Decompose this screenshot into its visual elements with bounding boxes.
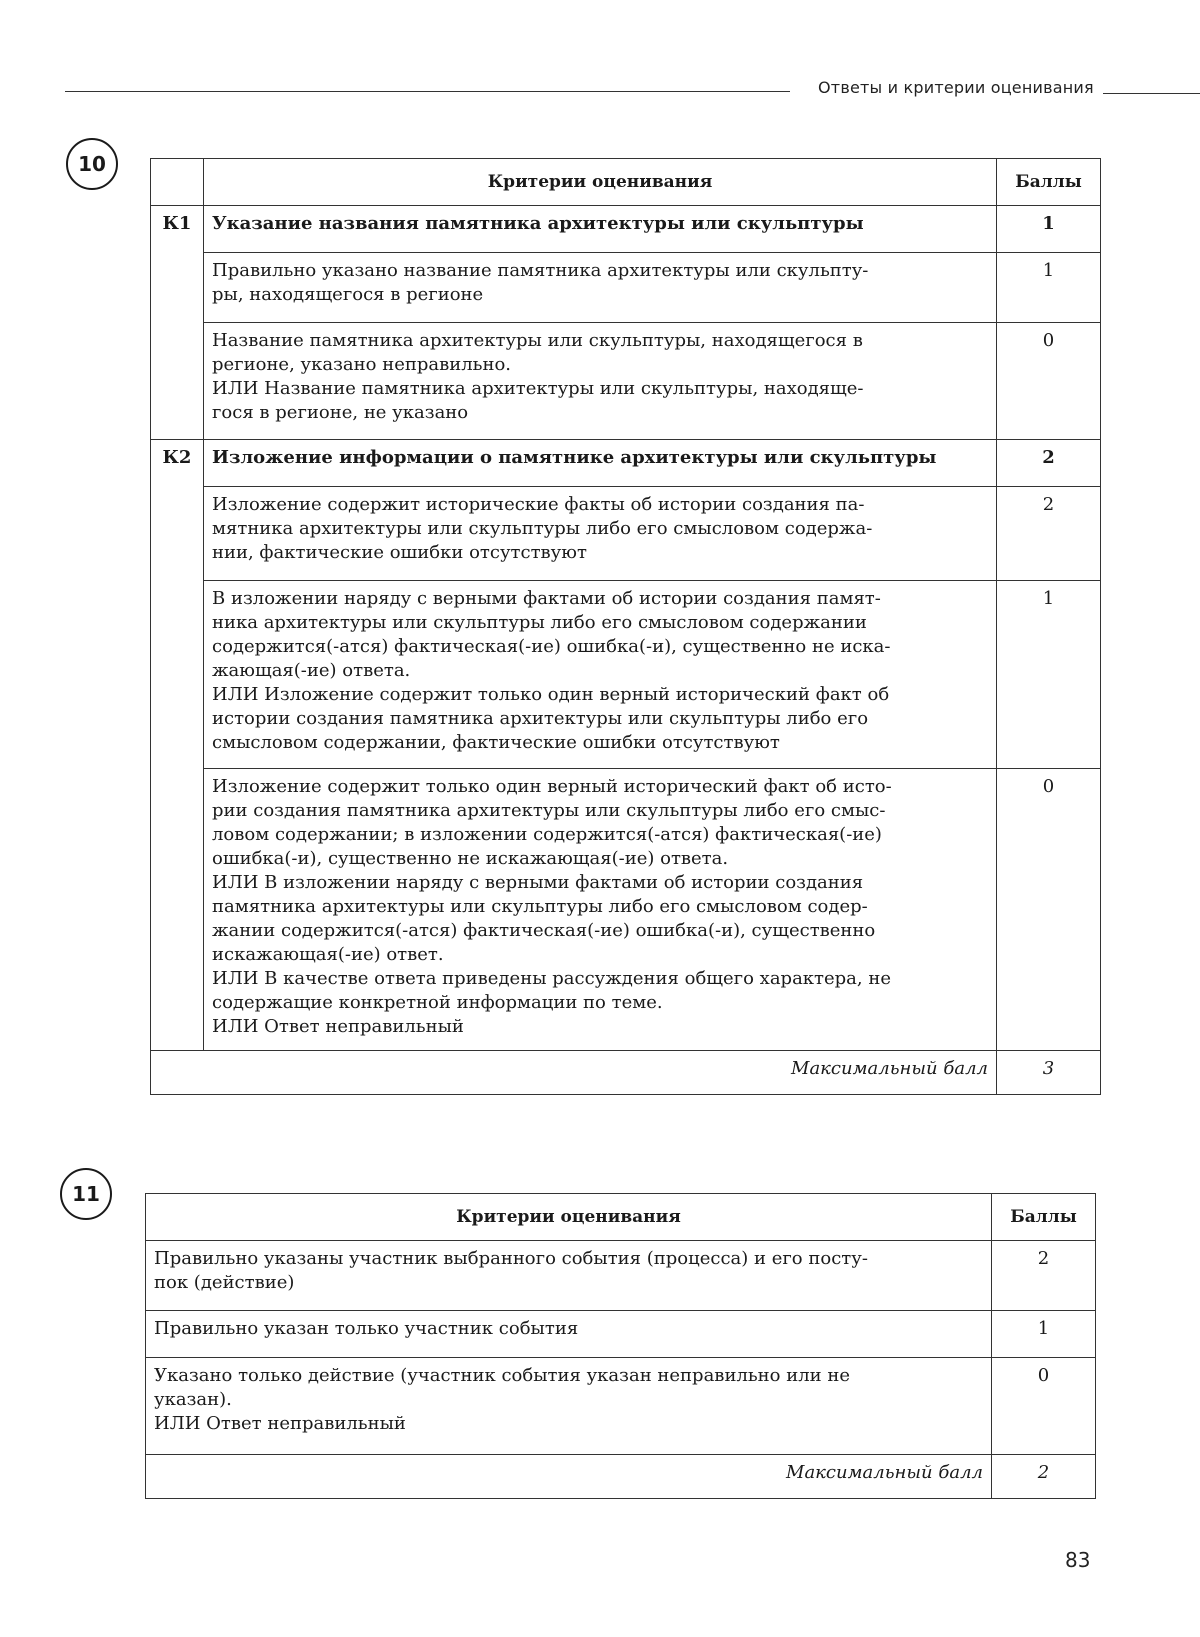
q11-row-3-text: Указано только действие (участник события указан неправильно или не указан). ИЛИ Ответ неправильный [146,1358,992,1455]
max-score-label: Максимальный балл [146,1455,992,1499]
max-score-value: 3 [997,1051,1101,1095]
max-score-row [146,1455,1096,1499]
k2-row-3-points: 0 [997,769,1101,1051]
table-row [151,323,1101,440]
k2-row-1-text: Изложение содержит исторические факты об истории создания па- мятника архитектуры или скульптуры либо его смысловом содержа- нии, фактические ошибки отсутствуют [204,487,997,581]
header-points: Баллы [997,159,1101,206]
table-header-row [146,1194,1096,1241]
k1-row-2-text: Название памятника архитектуры или скульптуры, находящегося в регионе, указано неправильно. ИЛИ Название памятника архитектуры или скульптуры, находяще- гося в регионе, не указано [204,323,997,440]
q10-criteria-table [150,158,1101,1095]
k1-code: К1 [151,206,204,440]
q11-row-1-points: 2 [992,1241,1096,1311]
table-header-row [151,159,1101,206]
table-row [151,769,1101,1051]
k2-title: Изложение информации о памятнике архитектуры или скульптуры [204,440,997,487]
max-score-row [151,1051,1101,1095]
question-number-10: 10 [66,138,118,190]
running-title: Ответы и критерии оценивания [818,78,1094,97]
k1-title: Указание названия памятника архитектуры или скульптуры [204,206,997,253]
header-code-cell [151,159,204,206]
header-points: Баллы [992,1194,1096,1241]
header-rule-left [65,91,790,92]
k1-row-1-points: 1 [997,253,1101,323]
table-row [146,1311,1096,1358]
k2-title-row [151,440,1101,487]
q11-row-1-text: Правильно указаны участник выбранного события (процесса) и его посту- пок (действие) [146,1241,992,1311]
table-row [151,581,1101,769]
table-row [146,1358,1096,1455]
k1-points: 1 [997,206,1101,253]
table-row [151,253,1101,323]
k2-row-1-points: 2 [997,487,1101,581]
k1-title-row [151,206,1101,253]
header-criteria: Критерии оценивания [146,1194,992,1241]
q11-criteria-table [145,1193,1096,1499]
k1-row-2-points: 0 [997,323,1101,440]
header-criteria: Критерии оценивания [204,159,997,206]
k2-row-2-text: В изложении наряду с верными фактами об истории создания памят- ника архитектуры или скульптуры либо его смысловом содержании содержится(-атся) фактическая(-ие) ошибка(-и), существенно не иска- жающая(-ие) ответа. ИЛИ Изложение содержит только один верный исторический факт об истории создания памятника архитектуры или скульптуры либо его смысловом содержании, фактические ошибки отсутствуют [204,581,997,769]
k1-row-1-text: Правильно указано название памятника архитектуры или скульпту- ры, находящегося в регионе [204,253,997,323]
q11-row-3-points: 0 [992,1358,1096,1455]
table-row [146,1241,1096,1311]
k2-code: К2 [151,440,204,1051]
max-score-value: 2 [992,1455,1096,1499]
q11-row-2-points: 1 [992,1311,1096,1358]
question-number-11: 11 [60,1168,112,1220]
k2-row-2-points: 1 [997,581,1101,769]
q11-row-2-text: Правильно указан только участник события [146,1311,992,1358]
header-rule-right [1103,93,1200,94]
k2-points: 2 [997,440,1101,487]
max-score-label: Максимальный балл [151,1051,997,1095]
page-number: 83 [1065,1548,1091,1572]
k2-row-3-text: Изложение содержит только один верный исторический факт об исто- рии создания памятника архитектуры или скульптуры либо его смыс- ловом содержании; в изложении содержится(-атся) фактическая(-ие) ошибка(-и), существенно не искажающая(-ие) ответа. ИЛИ В изложении наряду с верными фактами об истории создания памятника архитектуры или скульптуры либо его смысловом содер- жании содержится(-атся) фактическая(-ие) ошибка(-и), существенно искажающая(-ие) ответ. ИЛИ В качестве ответа приведены рассуждения общего характера, не содержащие конкретной информации по теме. ИЛИ Ответ неправильный [204,769,997,1051]
table-row [151,487,1101,581]
